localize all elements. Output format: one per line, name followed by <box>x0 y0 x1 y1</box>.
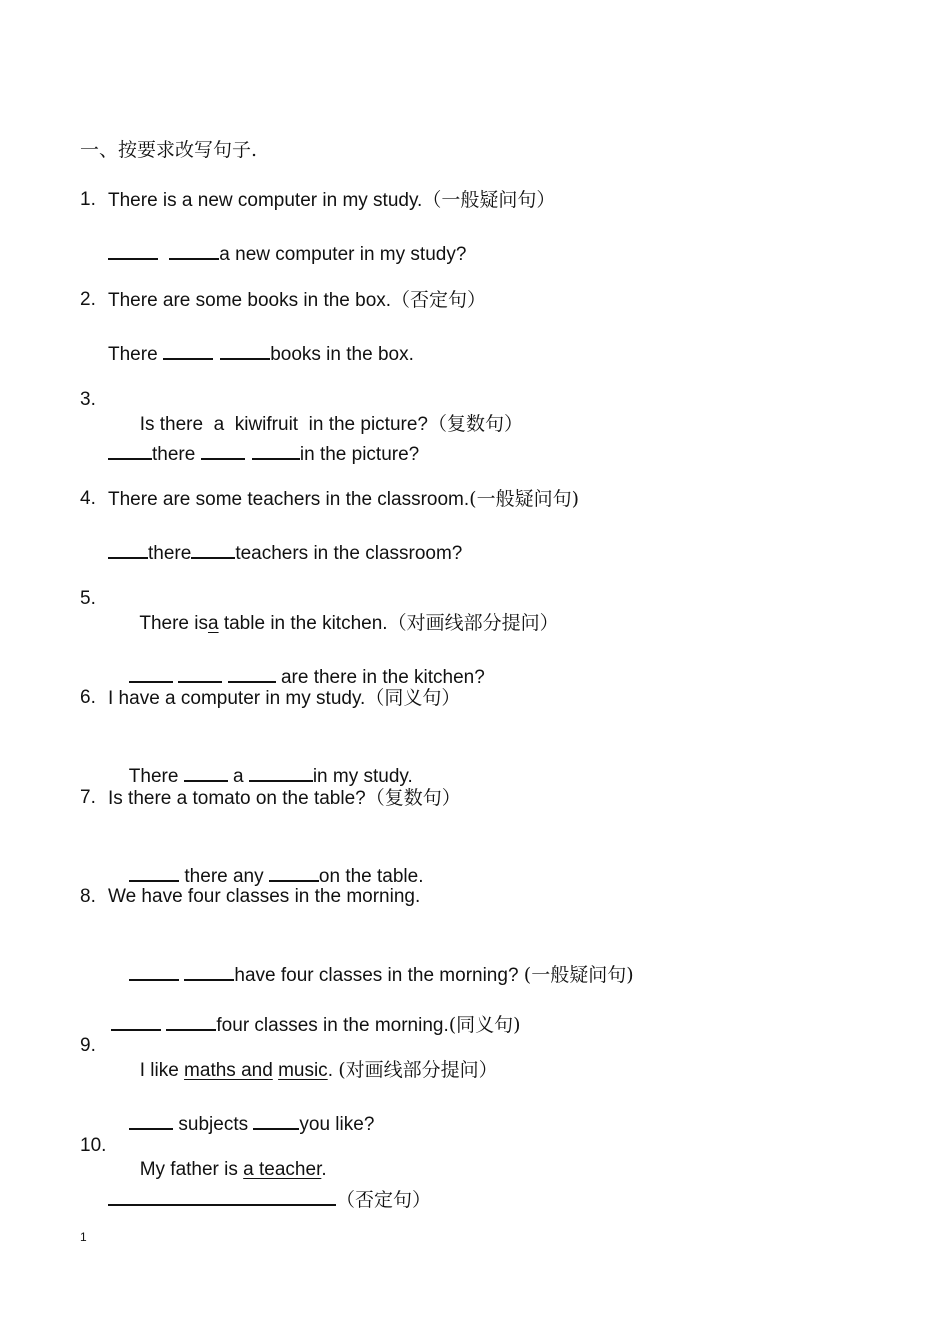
underlined-word: maths and <box>184 1060 273 1081</box>
instruction-hint: （否定句） <box>391 289 487 311</box>
section-heading: 一、按要求改写句子. <box>80 139 258 161</box>
question-text: There are some books in the box. <box>108 290 392 311</box>
answer-mid: there any <box>179 866 269 887</box>
question-text: My father is <box>139 1159 244 1180</box>
item-number: 5. <box>80 588 96 609</box>
answer-text: on the table. <box>318 866 424 887</box>
instruction-hint: （对画线部分提问） <box>387 612 559 634</box>
answer-prefix: There <box>108 344 158 365</box>
item-number: 3. <box>80 389 96 410</box>
page-number: 1 <box>80 1230 87 1244</box>
underlined-word: a <box>207 613 219 634</box>
answer-text: in my study. <box>312 766 413 787</box>
item-number: 4. <box>80 488 96 509</box>
instruction-hint: （复数句） <box>427 413 523 435</box>
item-number: 1. <box>80 189 96 210</box>
answer-text: have four classes in the morning? <box>234 965 524 986</box>
answer-blank[interactable] <box>184 959 234 981</box>
answer-mid: a <box>227 766 249 787</box>
instruction-hint: (一般疑问句) <box>469 488 579 510</box>
question-text: There are some teachers in the classroom. <box>108 489 470 510</box>
question-text: Is there a kiwifruit in the picture? <box>139 414 428 435</box>
instruction-hint: （复数句） <box>365 787 461 809</box>
answer-blank[interactable] <box>108 438 152 460</box>
answer-blank[interactable] <box>178 661 222 683</box>
item-number: 8. <box>80 886 96 907</box>
instruction-hint: （一般疑问句） <box>422 189 556 211</box>
answer-blank[interactable] <box>169 238 219 260</box>
answer-text: you like? <box>299 1114 375 1135</box>
question-text: We have four classes in the morning. <box>108 886 421 907</box>
question-text: table in the kitchen. <box>218 613 388 634</box>
answer-blank[interactable] <box>129 860 179 882</box>
question-text: There is a new computer in my study. <box>108 190 423 211</box>
instruction-hint: (一般疑问句) <box>523 964 634 986</box>
item-number: 9. <box>80 1035 96 1056</box>
question-text: . <box>321 1159 327 1180</box>
item-number: 7. <box>80 787 96 808</box>
item-number: 6. <box>80 687 96 708</box>
answer-blank[interactable] <box>220 338 270 360</box>
answer-text: teachers in the classroom? <box>235 543 463 564</box>
item-number: 10. <box>80 1135 107 1156</box>
question-text: I like <box>139 1060 185 1081</box>
question-text: Is there a tomato on the table? <box>108 788 366 809</box>
answer-text: four classes in the morning. <box>216 1015 449 1036</box>
answer-blank[interactable] <box>253 1108 299 1130</box>
answer-blank[interactable] <box>108 1184 336 1206</box>
answer-mid: there <box>148 543 192 564</box>
answer-blank[interactable] <box>191 537 235 559</box>
answer-blank[interactable] <box>184 760 228 782</box>
answer-text: are there in the kitchen? <box>275 667 485 688</box>
answer-blank[interactable] <box>201 438 245 460</box>
question-text: . <box>327 1060 339 1081</box>
answer-blank[interactable] <box>129 661 173 683</box>
answer-blank[interactable] <box>249 760 313 782</box>
question-text: There is <box>139 613 208 634</box>
item-number: 2. <box>80 289 96 310</box>
answer-blank[interactable] <box>129 1108 173 1130</box>
answer-text: in the picture? <box>299 444 420 465</box>
instruction-hint: (对画线部分提问） <box>338 1059 498 1081</box>
instruction-hint: （同义句） <box>365 687 461 709</box>
answer-prefix: There <box>128 766 179 787</box>
answer-blank[interactable] <box>108 537 148 559</box>
answer-mid: subjects <box>173 1114 254 1135</box>
question-text: I have a computer in my study. <box>108 688 366 709</box>
answer-blank[interactable] <box>108 238 158 260</box>
answer-blank[interactable] <box>111 1009 161 1031</box>
answer-mid: there <box>152 444 196 465</box>
answer-blank[interactable] <box>228 661 276 683</box>
answer-blank[interactable] <box>163 338 213 360</box>
instruction-hint: (同义句) <box>448 1014 521 1036</box>
answer-blank[interactable] <box>166 1009 216 1031</box>
instruction-hint: （否定句） <box>336 1189 432 1211</box>
underlined-word: music <box>278 1060 328 1081</box>
answer-blank[interactable] <box>129 959 179 981</box>
answer-blank[interactable] <box>269 860 319 882</box>
answer-text: books in the box. <box>270 344 414 365</box>
underlined-word: a teacher <box>243 1159 322 1180</box>
answer-blank[interactable] <box>252 438 300 460</box>
answer-text: a new computer in my study? <box>219 244 467 265</box>
